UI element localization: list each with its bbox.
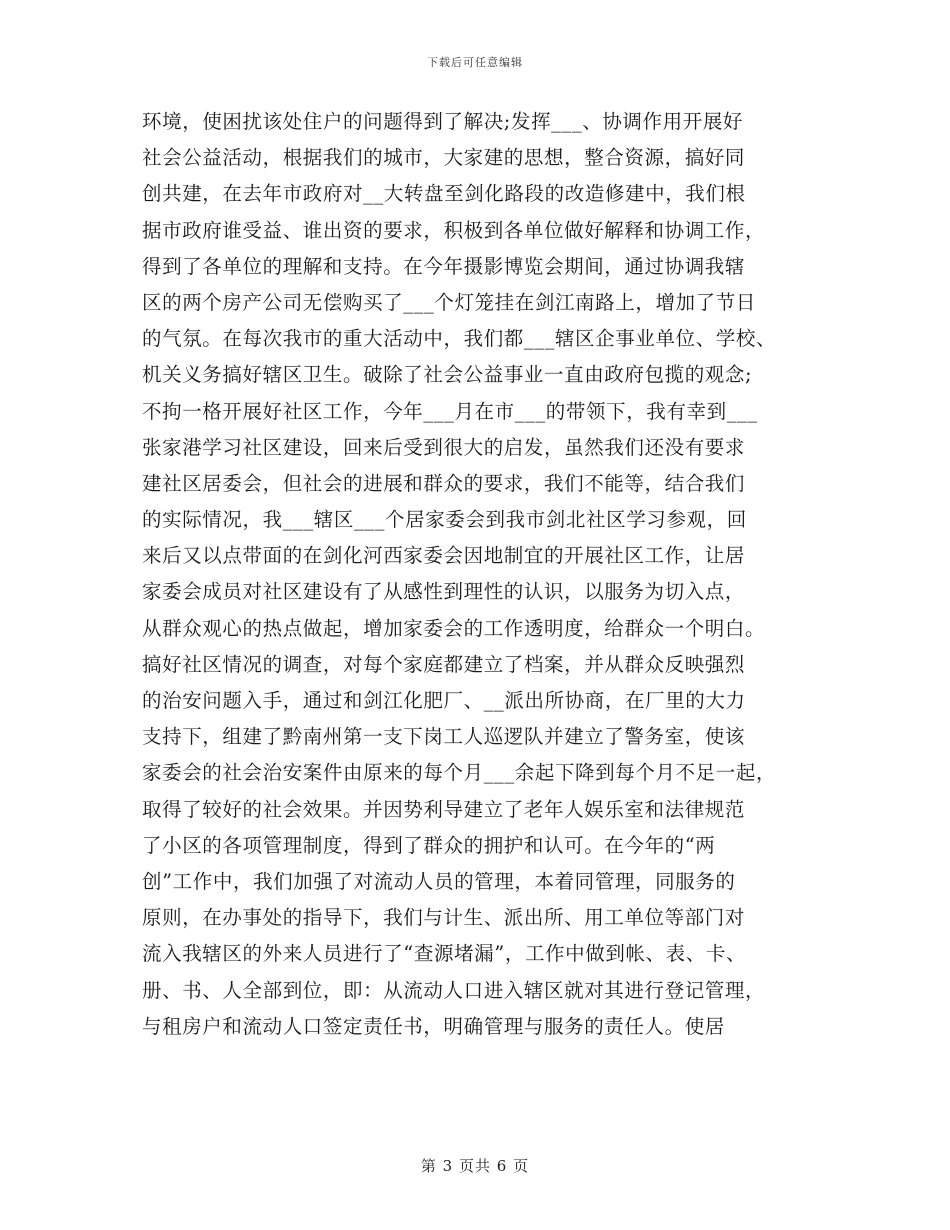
text-line: 从群众观心的热点做起，增加家委会的工作透明度，给群众一个明白。: [142, 616, 766, 640]
text-line: 与租房户和流动人口签定责任书，明确管理与服务的责任人。使居: [142, 1014, 725, 1038]
text-line: 的实际情况，我___辖区___个居家委会到我市剑北社区学习参观，回: [142, 508, 747, 532]
text-line: 流入我辖区的外来人员进行了“查源堵漏”，工作中做到帐、表、卡、: [142, 942, 747, 966]
text-line: 了小区的各项管理制度，得到了群众的拥护和认可。在今年的“两: [142, 833, 716, 857]
text-line: 的治安问题入手，通过和剑江化肥厂、__派出所协商，在厂里的大力: [142, 689, 746, 712]
text-line: 家委会成员对社区建设有了从感性到理性的认识，以服务为切入点，: [142, 580, 746, 604]
text-line: 社会公益活动，根据我们的城市，大家建的思想，整合资源，搞好同: [142, 146, 746, 170]
page-header: 下载后可任意编辑: [427, 56, 523, 69]
text-line: 张家港学习社区建设，回来后受到很大的启发，虽然我们还没有要求: [142, 435, 746, 459]
text-line: 的气氛。在每次我市的重大活动中，我们都___辖区企事业单位、学校、: [142, 327, 777, 351]
text-line: 建社区居委会，但社会的进展和群众的要求，我们不能等，结合我们: [142, 471, 746, 495]
text-line: 创”工作中，我们加强了对流动人员的管理，本着同管理，同服务的: [142, 869, 736, 893]
text-line: 不拘一格开展好社区工作，今年___月在市___的带领下，我有幸到___: [142, 399, 758, 423]
text-line: 来后又以点带面的在剑化河西家委会因地制宜的开展社区工作，让居: [142, 544, 746, 568]
text-line: 册、书、人全部到位，即：从流动人口进入辖区就对其进行登记管理，: [142, 978, 766, 1002]
text-line: 支持下，组建了黔南州第一支下岗工人巡逻队并建立了警务室，使该: [142, 725, 746, 749]
text-line: 机关义务搞好辖区卫生。破除了社会公益事业一直由政府包揽的观念;: [142, 363, 753, 387]
page-footer: 第 3 页共 6 页: [420, 1157, 530, 1175]
text-line: 原则，在办事处的指导下，我们与计生、派出所、用工单位等部门对: [142, 906, 746, 930]
text-line: 区的两个房产公司无偿购买了___个灯笼挂在剑江南路上，增加了节日: [142, 290, 756, 314]
text-line: 创共建，在去年市政府对__大转盘至剑化路段的改造修建中，我们根: [142, 182, 746, 206]
text-line: 环境，使困扰该处住户的问题得到了解决;发挥___、协调作用开展好: [142, 110, 744, 133]
text-line: 取得了较好的社会效果。并因势利导建立了老年人娱乐室和法律规范: [142, 797, 746, 821]
text-line: 搞好社区情况的调查，对每个家庭都建立了档案，并从群众反映强烈: [142, 652, 746, 676]
text-line: 得到了各单位的理解和支持。在今年摄影博览会期间，通过协调我辖: [142, 254, 746, 278]
text-line: 据市政府谁受益、谁出资的要求，积极到各单位做好解释和协调工作，: [142, 218, 766, 242]
text-line: 家委会的社会治安案件由原来的每个月___余起下降到每个月不足一起，: [142, 761, 777, 785]
body-text: [142, 104, 822, 1045]
